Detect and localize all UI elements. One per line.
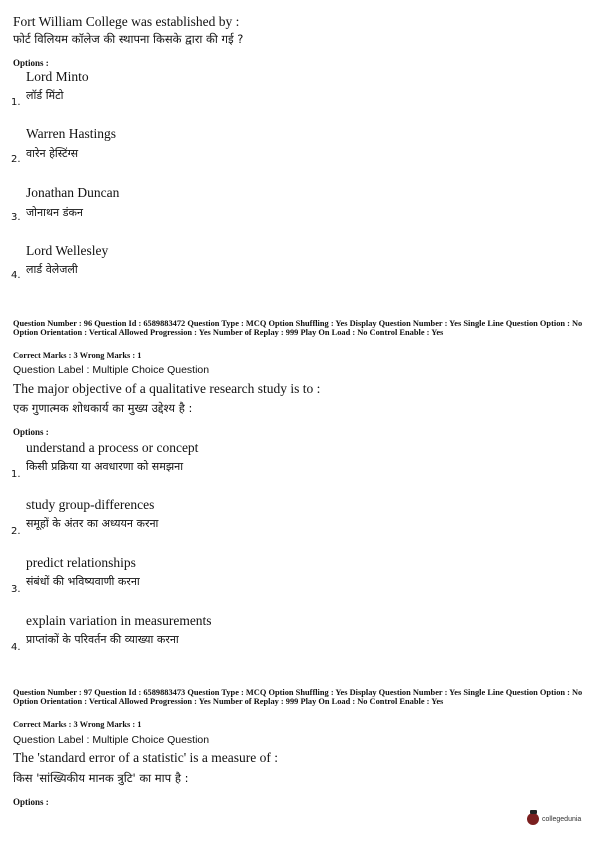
option-2-text-hi: वारेन हेस्टिंग्स [26,147,79,160]
option-3-number: 3. [11,584,21,595]
question-label: Question Label : Multiple Choice Question [13,734,210,746]
question-text-hi: किस 'सांख्यिकीय मानक त्रुटि' का माप है : [13,771,189,785]
option-3-text-en: Jonathan Duncan [26,185,120,200]
options-label: Options : [13,797,49,807]
option-2-number: 2. [11,154,21,165]
options-label: Options : [13,427,49,437]
question-label: Question Label : Multiple Choice Question [13,364,210,376]
options-label: Options : [13,58,49,68]
option-1-text-hi: किसी प्रक्रिया या अवधारणा को समझना [26,460,184,473]
option-1-text-hi: लॉर्ड मिंटो [26,89,64,102]
option-4-text-hi: लार्ड वेलेजली [26,263,78,276]
question-text-en: Fort William College was established by : [13,14,240,29]
option-2-text-en: Warren Hastings [26,126,117,141]
option-3-number: 3. [11,212,21,223]
question-metadata: Question Number : 96 Question Id : 6589883472 Question Type : MCQ Option Shuffling : Yes Display Question Number : Yes Single Line Question Option : No Option Orientation : Vertical Allowed Progression : Yes Number of Replay : 999 Play On Load : No Control Enable : Yes [13,319,583,337]
option-4-number: 4. [11,270,21,281]
marks-info: Correct Marks : 3 Wrong Marks : 1 [13,720,142,729]
marks-info: Correct Marks : 3 Wrong Marks : 1 [13,351,142,360]
option-3-text-hi: जोनाथन डंकन [26,206,84,219]
option-1-text-en: Lord Minto [26,69,89,84]
option-2-text-en: study group-differences [26,497,155,512]
option-3-text-en: predict relationships [26,555,136,570]
question-text-hi: फोर्ट विलियम कॉलेज की स्थापना किसके द्वारा की गई ? [13,32,244,46]
option-4-text-en: Lord Wellesley [26,243,109,258]
option-2-number: 2. [11,526,21,537]
question-text-en: The major objective of a qualitative research study is to : [13,381,321,396]
option-4-number: 4. [11,642,21,653]
option-2-text-hi: समूहों के अंतर का अध्ययन करना [26,517,159,530]
question-metadata: Question Number : 97 Question Id : 6589883473 Question Type : MCQ Option Shuffling : Yes Display Question Number : Yes Single Line Question Option : No Option Orientation : Vertical Allowed Progression : Yes Number of Replay : 999 Play On Load : No Control Enable : Yes [13,688,583,706]
option-1-number: 1. [11,469,21,480]
option-3-text-hi: संबंधों की भविष्यवाणी करना [26,575,140,588]
option-1-number: 1. [11,97,21,108]
collegedunia-logo [527,813,581,825]
logo-text: collegedunia [542,815,582,823]
question-text-hi: एक गुणात्मक शोधकार्य का मुख्य उद्देश्य है : [13,401,193,415]
graduation-cap-icon [527,813,539,825]
question-text-en: The 'standard error of a statistic' is a measure of : [13,750,279,765]
option-4-text-hi: प्राप्तांकों के परिवर्तन की व्याख्या करना [26,633,179,646]
option-1-text-en: understand a process or concept [26,440,199,455]
option-4-text-en: explain variation in measurements [26,613,212,628]
